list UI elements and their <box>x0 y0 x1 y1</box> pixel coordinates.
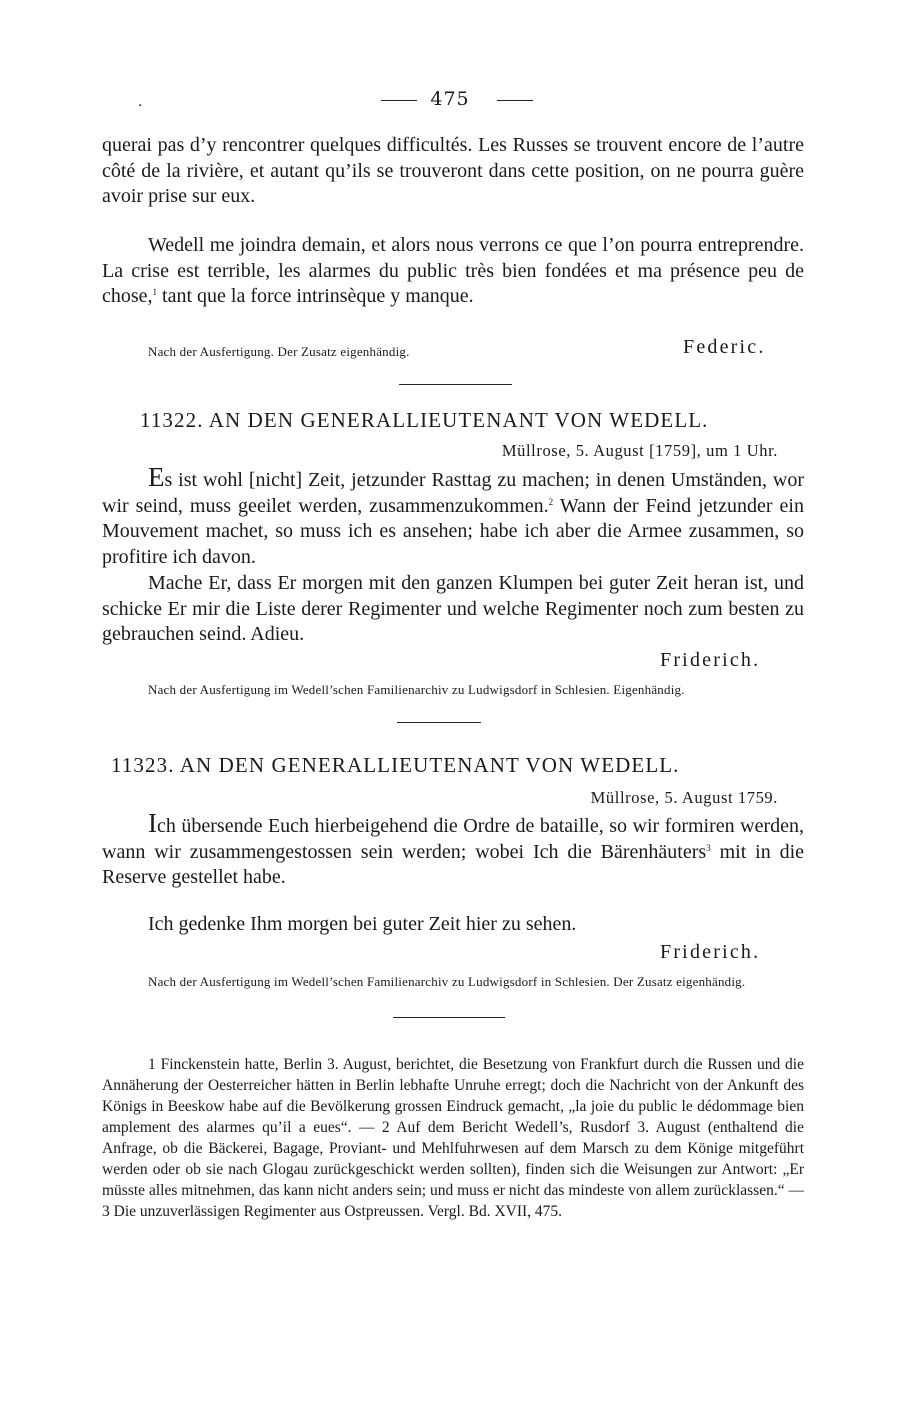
prev-letter-text-2b: tant que la force intrinsèque y manque. <box>157 285 474 308</box>
letter-11323-heading: 11323. AN DEN GENERALLIEUTENANT VON WEDELL. <box>111 753 680 777</box>
footnote-ref-3: 3 <box>706 842 711 853</box>
prev-letter-paragraph-2 <box>102 233 804 310</box>
letter-11323-text-1b: mit in die Reserve gestellet habe. <box>102 840 805 889</box>
section-rule-2 <box>397 722 481 723</box>
footnote-rule <box>393 1017 505 1018</box>
letter-11323-source-note: Nach der Ausfertigung im Wedell’schen Familienarchiv zu Ludwigsdorf in Schlesien. Der Zusatz eigenhändig. <box>148 974 746 989</box>
footnote-ref-2: 2 <box>548 496 554 507</box>
letter-11322-place-date: Müllrose, 5. August [1759], um 1 Uhr. <box>501 441 778 460</box>
letter-11322-paragraph-2 <box>102 571 804 648</box>
letter-11323-paragraph-2 <box>102 912 804 938</box>
prev-letter-text-1: querai pas d’y rencontrer quelques difficultés. Les Russes se trouvent encore de l’autre côté de la rivière, et autant qu’ils se trouveront dans cette position, on ne pourra guère avoir prise sur eux. <box>102 134 804 208</box>
header-dot: . <box>138 94 143 110</box>
letter-11323-initial: I <box>148 808 157 838</box>
letter-11323-text-1a: ch übersende Euch hierbeigehend die Ordre de bataille, so wir formiren werden, wann wir zusammengestossen sein werden; wobei Ich die Bärenhäuters <box>102 815 804 863</box>
letter-11323-place-date: Müllrose, 5. August 1759. <box>590 788 778 807</box>
letter-11322-initial: E <box>148 462 165 492</box>
letter-11322-source-note: Nach der Ausfertigung im Wedell’schen Familienarchiv zu Ludwigsdorf in Schlesien. Eigenhändig. <box>148 682 685 697</box>
footnotes: 1 Finckenstein hatte, Berlin 3. August, berichtet, die Besetzung von Frankfurt durch die Russen und die Annäherung der Oesterreicher hätten in Berlin lebhafte Unruhe erregt; doch die Nachricht von der Ankunft des Königs in Beeskow habe auf die Bevölkerung grossen Eindruck gemacht, „la joie du public le dédommage bien amplement des alarmes qu’il a eues“. — 2 Auf dem Bericht Wedell’s, Rusdorf 3. August (enthaltend die Anfrage, ob die Bäckerei, Bagage, Proviant- und Mehlfuhrwesen auf dem Marsch zu dem Könige mitgeführt werden oder ob sie nach Glogau zurückgeschickt werden sollten), finden sich die Weisungen zur Antwort: „Er müsste alles mitnehmen, das kann nicht anders sein; und muss er nicht das mindeste von allem zurücklassen.“ — 3 Die unzuverlässigen Regimenter aus Ostpreussen. Vergl. Bd. XVII, 475. <box>102 1056 804 1220</box>
letter-11322-paragraph-1 <box>102 462 804 570</box>
letter-11322-text-2: Mache Er, dass Er morgen mit den ganzen Klumpen bei guter Zeit heran ist, und schicke Er mir die Liste derer Regimenter und welche Regimenter noch zum besten zu gebrauchen seind. Adieu. <box>102 572 804 646</box>
letter-11323-text-2: Ich gedenke Ihm morgen bei guter Zeit hier zu sehen. <box>148 913 577 935</box>
prev-letter-signature: Federic. <box>683 336 766 358</box>
prev-letter-text-2a: Wedell me joindra demain, et alors nous verrons ce que l’on pourra entreprendre. La crise est terrible, les alarmes du public très bien fondées et ma présence peu de chose, <box>102 234 804 308</box>
letter-11322-heading: 11322. AN DEN GENERALLIEUTENANT VON WEDELL. <box>140 408 709 432</box>
footnote-ref-1: 1 <box>152 287 158 298</box>
letter-11322-signature: Friderich. <box>660 649 761 671</box>
letter-11322-text-1a: s ist wohl [nicht] Zeit, jetzunder Rasttag zu machen; in denen Umständen, wor wir seind, muss geeilet werden, zusammenzukommen. <box>102 469 804 517</box>
prev-letter-source-note: Nach der Ausfertigung. Der Zusatz eigenhändig. <box>148 344 410 359</box>
section-rule-1 <box>399 384 512 385</box>
page-header <box>0 88 900 116</box>
page-number: 475 <box>430 88 470 110</box>
letter-11323-paragraph-1 <box>102 808 805 891</box>
header-dash-right <box>497 100 533 101</box>
letter-11322-text-1b: Wann der Feind jetzunder ein Mouvement machet, so muss ich es ansehen; habe ich aber die Armee zusammen, so profitire ich davon. <box>102 494 804 568</box>
prev-letter-paragraph-1 <box>102 133 804 210</box>
letter-11323-signature: Friderich. <box>660 941 761 963</box>
